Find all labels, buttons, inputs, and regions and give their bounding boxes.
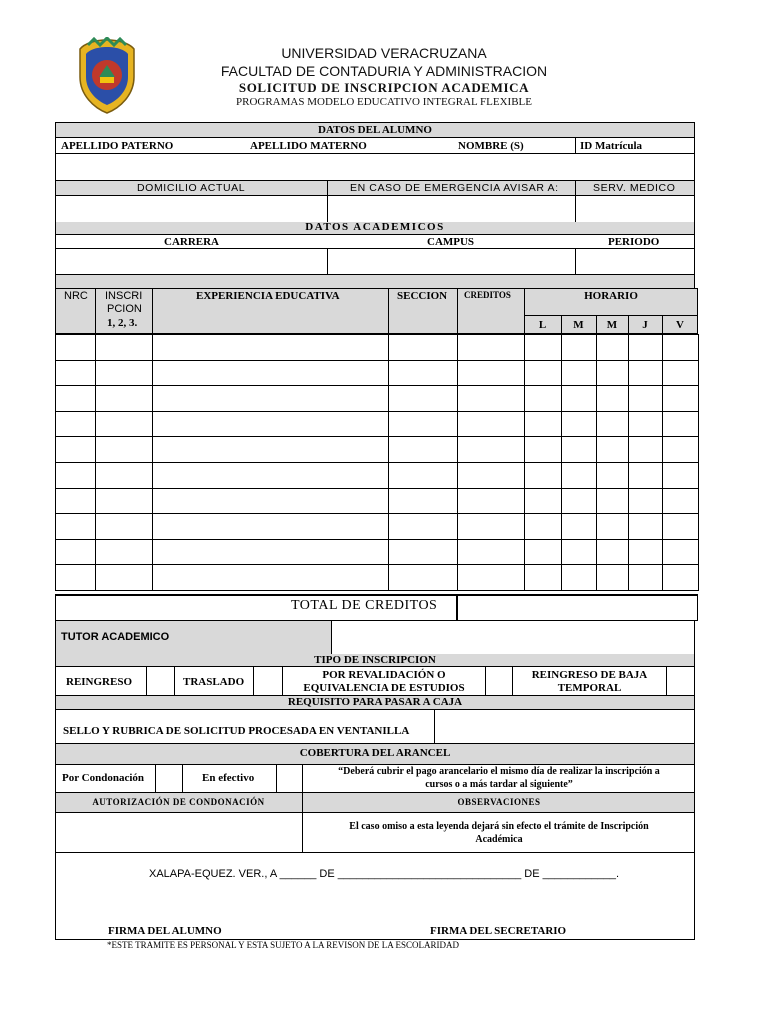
student-section-title: DATOS DEL ALUMNO (318, 124, 432, 136)
day-l: L (538, 319, 547, 331)
course-cell[interactable] (562, 360, 597, 386)
course-cell[interactable] (56, 539, 96, 565)
course-row (56, 488, 699, 514)
course-cell[interactable] (153, 488, 389, 514)
course-cell[interactable] (389, 335, 458, 361)
course-cell[interactable] (629, 565, 663, 591)
course-cell[interactable] (597, 437, 629, 463)
course-cell[interactable] (56, 462, 96, 488)
traslado-checkbox[interactable] (254, 668, 282, 695)
condonacion-checkbox[interactable] (156, 766, 182, 792)
course-cell[interactable] (597, 411, 629, 437)
pago-leyenda-2: cursos o a más tardar al siguiente” (425, 779, 573, 790)
condonacion-label: Por Condonación (62, 772, 145, 784)
id-matricula-label: ID Matrícula (580, 140, 643, 152)
courses-grid (55, 334, 699, 591)
course-cell[interactable] (153, 335, 389, 361)
course-cell[interactable] (525, 437, 562, 463)
course-cell[interactable] (56, 411, 96, 437)
experiencia-header: EXPERIENCIA EDUCATIVA (196, 290, 340, 302)
course-cell[interactable] (153, 437, 389, 463)
course-cell[interactable] (389, 437, 458, 463)
course-row (56, 386, 699, 412)
course-cell[interactable] (597, 462, 629, 488)
course-cell[interactable] (458, 411, 525, 437)
inscripcion-header-3: 1, 2, 3. (107, 317, 138, 329)
domicilio-label: DOMICILIO ACTUAL (137, 182, 246, 194)
course-cell[interactable] (629, 437, 663, 463)
course-cell[interactable] (56, 437, 96, 463)
periodo-field[interactable] (576, 249, 694, 273)
program-subtitle: PROGRAMAS MODELO EDUCATIVO INTEGRAL FLEXIBLE (236, 96, 532, 108)
course-cell[interactable] (525, 565, 562, 591)
revalidacion-label-2: EQUIVALENCIA DE ESTUDIOS (303, 682, 465, 694)
course-cell[interactable] (629, 462, 663, 488)
tutor-field[interactable] (333, 622, 694, 654)
nombre-label: NOMBRE (S) (458, 140, 524, 152)
course-row (56, 411, 699, 437)
university-name: UNIVERSIDAD VERACRUZANA (281, 45, 487, 61)
arancel-section-title: COBERTURA DEL ARANCEL (299, 747, 451, 759)
course-cell[interactable] (153, 411, 389, 437)
course-cell[interactable] (629, 360, 663, 386)
course-cell[interactable] (663, 335, 699, 361)
course-cell[interactable] (562, 437, 597, 463)
creditos-header: CREDITOS (464, 290, 511, 300)
course-cell[interactable] (629, 539, 663, 565)
course-cell[interactable] (629, 386, 663, 412)
tipo-section-title: TIPO DE INSCRIPCION (314, 654, 436, 666)
course-cell[interactable] (458, 565, 525, 591)
course-cell[interactable] (663, 514, 699, 540)
course-cell[interactable] (96, 360, 153, 386)
course-cell[interactable] (597, 360, 629, 386)
course-cell[interactable] (56, 386, 96, 412)
serv-medico-field[interactable] (576, 196, 694, 222)
course-cell[interactable] (389, 565, 458, 591)
course-cell[interactable] (663, 462, 699, 488)
total-creditos-label: TOTAL DE CREDITOS (291, 598, 438, 613)
campus-field[interactable] (328, 249, 574, 273)
course-cell[interactable] (153, 565, 389, 591)
emergencia-label: EN CASO DE EMERGENCIA AVISAR A: (350, 182, 559, 194)
reingreso-label: REINGRESO (66, 676, 133, 688)
inscripcion-header-2: PCION (107, 303, 142, 315)
baja-label-1: REINGRESO DE BAJA (531, 669, 648, 681)
course-cell[interactable] (562, 335, 597, 361)
firma-secretario-label: FIRMA DEL SECRETARIO (430, 925, 567, 937)
course-cell[interactable] (153, 462, 389, 488)
course-cell[interactable] (96, 335, 153, 361)
serv-medico-label: SERV. MEDICO (593, 182, 676, 194)
course-cell[interactable] (562, 539, 597, 565)
baja-label-2: TEMPORAL (557, 682, 622, 694)
course-row (56, 437, 699, 463)
apellido-paterno-label: APELLIDO PATERNO (61, 140, 174, 152)
course-cell[interactable] (597, 386, 629, 412)
course-row (56, 462, 699, 488)
course-cell[interactable] (96, 488, 153, 514)
course-cell[interactable] (96, 437, 153, 463)
faculty-name: FACULTAD DE CONTADURIA Y ADMINISTRACION (220, 63, 548, 79)
course-cell[interactable] (458, 539, 525, 565)
apellido-materno-label: APELLIDO MATERNO (250, 140, 367, 152)
course-cell[interactable] (389, 462, 458, 488)
course-cell[interactable] (525, 488, 562, 514)
course-cell[interactable] (56, 488, 96, 514)
course-cell[interactable] (458, 488, 525, 514)
course-cell[interactable] (562, 411, 597, 437)
emergencia-field[interactable] (328, 196, 574, 222)
course-row (56, 539, 699, 565)
course-cell[interactable] (389, 514, 458, 540)
course-cell[interactable] (663, 437, 699, 463)
day-j: J (642, 319, 648, 331)
course-cell[interactable] (597, 539, 629, 565)
course-cell[interactable] (389, 539, 458, 565)
course-cell[interactable] (56, 565, 96, 591)
autorizacion-label: AUTORIZACIÓN DE CONDONACIÓN (92, 797, 265, 807)
course-cell[interactable] (525, 335, 562, 361)
course-cell[interactable] (153, 514, 389, 540)
omiso-text-2: Académica (475, 834, 523, 845)
seccion-header: SECCION (397, 290, 448, 302)
baja-checkbox[interactable] (667, 668, 694, 695)
traslado-label: TRASLADO (183, 676, 245, 688)
course-cell[interactable] (663, 386, 699, 412)
course-cell[interactable] (629, 411, 663, 437)
day-v: V (676, 319, 684, 331)
place-date-line: XALAPA-EQUEZ. VER., A ______ DE ______________________________ DE ____________. (149, 868, 620, 880)
course-cell[interactable] (525, 386, 562, 412)
domicilio-field[interactable] (56, 196, 326, 222)
course-cell[interactable] (56, 360, 96, 386)
caja-section-title: REQUISITO PARA PASAR A CAJA (287, 696, 463, 708)
course-cell[interactable] (458, 335, 525, 361)
academic-section-title: DATOS ACADEMICOS (305, 221, 445, 233)
efectivo-label: En efectivo (202, 772, 255, 784)
course-cell[interactable] (525, 411, 562, 437)
day-m2: M (606, 319, 618, 331)
course-cell[interactable] (153, 386, 389, 412)
firma-alumno-label: FIRMA DEL ALUMNO (108, 925, 222, 937)
sello-label: SELLO Y RUBRICA DE SOLICITUD PROCESADA EN VENTANILLA (63, 725, 410, 737)
course-cell[interactable] (458, 386, 525, 412)
course-cell[interactable] (153, 360, 389, 386)
course-cell[interactable] (663, 565, 699, 591)
course-cell[interactable] (629, 514, 663, 540)
course-cell[interactable] (525, 360, 562, 386)
course-cell[interactable] (56, 335, 96, 361)
form-title: SOLICITUD DE INSCRIPCION ACADEMICA (238, 80, 530, 95)
course-cell[interactable] (458, 437, 525, 463)
sello-field[interactable] (435, 711, 694, 743)
autorizacion-field[interactable] (56, 814, 302, 852)
observaciones-label: OBSERVACIONES (457, 797, 541, 807)
course-cell[interactable] (389, 411, 458, 437)
course-cell[interactable] (597, 488, 629, 514)
day-m1: M (573, 319, 584, 331)
course-cell[interactable] (389, 488, 458, 514)
apellidos-input-row[interactable] (56, 154, 694, 180)
course-cell[interactable] (96, 514, 153, 540)
revalidacion-checkbox[interactable] (486, 668, 512, 695)
course-cell[interactable] (96, 539, 153, 565)
efectivo-checkbox[interactable] (277, 766, 302, 792)
course-cell[interactable] (562, 386, 597, 412)
course-cell[interactable] (597, 514, 629, 540)
course-row (56, 335, 699, 361)
course-cell[interactable] (629, 488, 663, 514)
pago-leyenda-1: “Deberá cubrir el pago arancelario el mismo día de realizar la inscripción a (338, 766, 660, 777)
course-cell[interactable] (96, 386, 153, 412)
horario-header: HORARIO (584, 290, 638, 302)
reingreso-checkbox[interactable] (147, 668, 174, 695)
carrera-field[interactable] (56, 249, 326, 273)
inscripcion-header-1: INSCRI (105, 290, 143, 302)
periodo-label: PERIODO (608, 236, 660, 248)
course-cell[interactable] (96, 565, 153, 591)
course-row (56, 360, 699, 386)
course-cell[interactable] (663, 488, 699, 514)
omiso-text-1: El caso omiso a esta leyenda dejará sin efecto el trámite de Inscripción (349, 821, 649, 832)
course-cell[interactable] (597, 335, 629, 361)
course-cell[interactable] (525, 514, 562, 540)
campus-label: CAMPUS (427, 236, 475, 248)
course-cell[interactable] (562, 488, 597, 514)
course-cell[interactable] (96, 462, 153, 488)
revalidacion-label-1: POR REVALIDACIÓN O (322, 669, 446, 681)
course-cell[interactable] (389, 386, 458, 412)
course-cell[interactable] (56, 514, 96, 540)
course-cell[interactable] (458, 360, 525, 386)
course-cell[interactable] (562, 514, 597, 540)
total-creditos-field[interactable] (459, 597, 697, 620)
course-cell[interactable] (562, 565, 597, 591)
course-cell[interactable] (663, 411, 699, 437)
course-row (56, 565, 699, 591)
course-cell[interactable] (458, 462, 525, 488)
carrera-label: CARRERA (164, 236, 219, 248)
course-cell[interactable] (629, 335, 663, 361)
course-cell[interactable] (597, 565, 629, 591)
tutor-label: TUTOR ACADEMICO (61, 631, 170, 643)
course-cell[interactable] (663, 539, 699, 565)
course-cell[interactable] (663, 360, 699, 386)
course-cell[interactable] (525, 462, 562, 488)
course-cell[interactable] (562, 462, 597, 488)
footnote: *ESTE TRAMITE ES PERSONAL Y ESTA SUJETO A LA REVISON DE LA ESCOLARIDAD (107, 940, 459, 950)
course-cell[interactable] (389, 360, 458, 386)
course-cell[interactable] (153, 539, 389, 565)
course-row (56, 514, 699, 540)
course-cell[interactable] (458, 514, 525, 540)
course-cell[interactable] (525, 539, 562, 565)
nrc-header: NRC (64, 290, 88, 302)
course-cell[interactable] (96, 411, 153, 437)
